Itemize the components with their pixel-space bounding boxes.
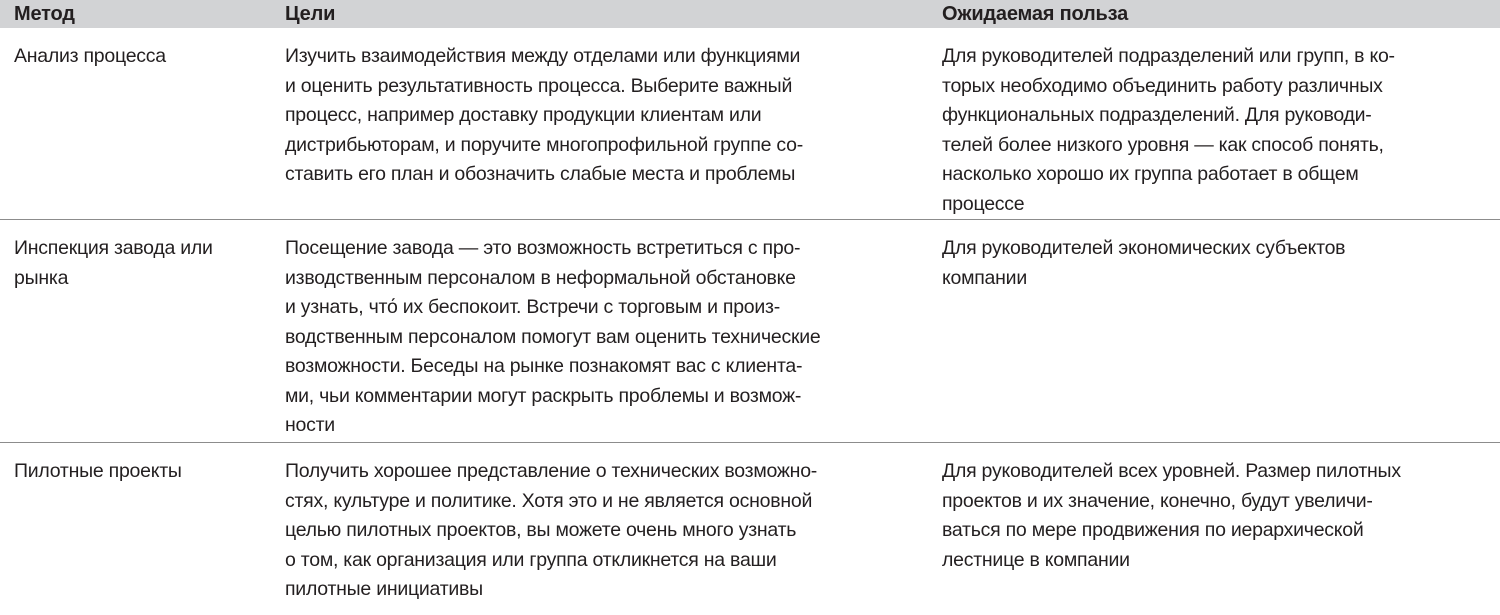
method-text: Инспекция завода или рынка: [14, 237, 213, 289]
table-header: [0, 0, 1500, 28]
benefit-text: Для руководителей экономических субъектов компании: [942, 237, 1346, 289]
table-body: [0, 28, 1500, 605]
goals-text: Изучить взаимодействия между отделами или функциями и оценить результативность процесса. Выберите важный процесс, например доставку продукции клиентам или дистрибьюторам, и поручите многопрофильной группе со- ставить его план и обозначить слабые места и проблемы: [285, 45, 803, 185]
benefit-cell: [928, 28, 1500, 220]
table-row: [0, 443, 1500, 605]
header-method: Метод: [0, 0, 271, 28]
goals-cell: [271, 443, 928, 605]
goals-text: Посещение завода — это возможность встретиться с про- изводственным персоналом в неформальной обстановке и узнать, что́ их беспокоит. Встречи с торговым и произ- водственным персоналом помогут вам оценить технические возможности. Беседы на рынке познакомят вас с клиента- ми, чьи комментарии могут раскрыть проблемы и возмож- ности: [285, 237, 821, 436]
method-cell: [0, 220, 271, 443]
method-text: Анализ процесса: [14, 45, 166, 67]
table-row: [0, 220, 1500, 443]
benefit-cell: [928, 220, 1500, 443]
benefit-text: Для руководителей подразделений или групп, в ко- торых необходимо объединить работу различных функциональных подразделений. Для руководи- телей более низкого уровня — как способ понять, насколько хорошо их группа работает в общем процессе: [942, 45, 1395, 215]
header-goals: Цели: [271, 0, 928, 28]
method-text: Пилотные проекты: [14, 460, 182, 482]
goals-text: Получить хорошее представление о технических возможно- стях, культуре и политике. Хотя это и не является основной целью пилотных проектов, вы можете очень много узнать о том, как организация или группа откликнется на ваши пилотные инициативы: [285, 460, 818, 600]
method-cell: [0, 28, 271, 220]
header-row: [0, 0, 1500, 28]
header-benefit: Ожидаемая польза: [928, 0, 1500, 28]
benefit-text: Для руководителей всех уровней. Размер пилотных проектов и их значение, конечно, будут увеличи- ваться по мере продвижения по иерархической лестнице в компании: [942, 460, 1401, 571]
goals-cell: [271, 28, 928, 220]
method-cell: [0, 443, 271, 605]
goals-cell: [271, 220, 928, 443]
benefit-cell: [928, 443, 1500, 605]
table-row: [0, 28, 1500, 220]
